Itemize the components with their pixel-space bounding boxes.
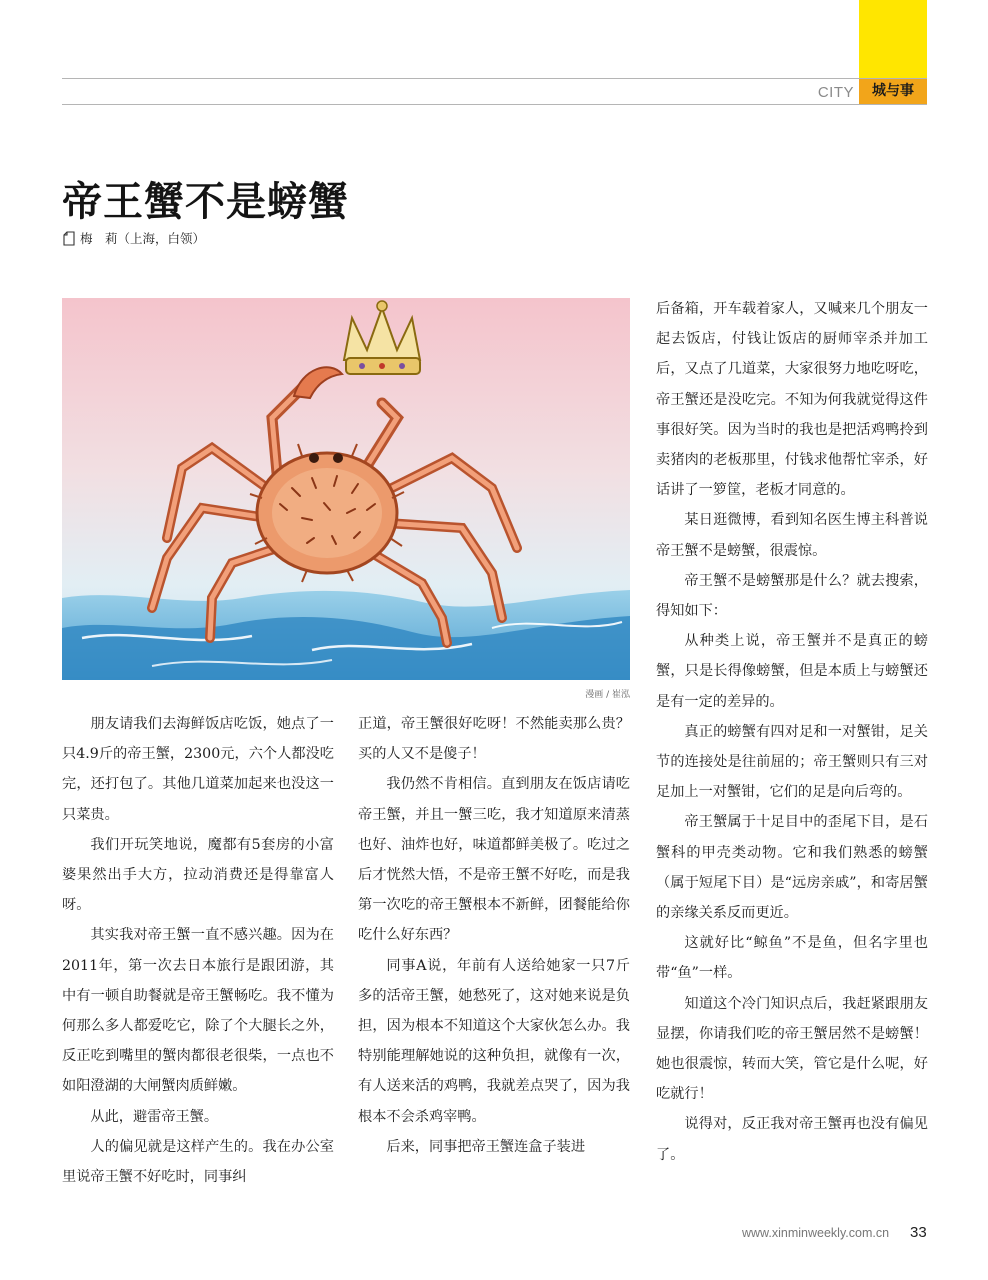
paragraph-continued: 正道，帝王蟹很好吃呀！不然能卖那么贵？买的人又不是傻子！ [358,716,630,763]
paragraph: 这就好比“鲸鱼”不是鱼，但名字里也带“鱼”一样。 [656,935,928,982]
paragraph: 知道这个冷门知识点后，我赶紧跟朋友显摆，你请我们吃的帝王蟹居然不是螃蟹！她也很震惊，转而大笑，管它是什么呢，好吃就行！ [656,995,928,1103]
paragraph: 真正的螃蟹有四对足和一对蟹钳，足关节的连接处是往前屈的；帝王蟹则只有三对足加上一对蟹钳，它们的足是向后弯的。 [656,723,928,801]
paragraph: 我仍然不肯相信。直到朋友在饭店请吃帝王蟹，并且一蟹三吃，我才知道原来清蒸也好、油炸也好，味道都鲜美极了。吃过之后才恍然大悟，不是帝王蟹不好吃，而是我第一次吃的帝王蟹根本不新鲜，团餐能给你吃什么好东西？ [358,776,630,944]
page-number: 33 [910,1224,927,1241]
paragraph: 帝王蟹属于十足目中的歪尾下目，是石蟹科的甲壳类动物。它和我们熟悉的螃蟹（属于短尾下目）是“远房亲戚”，和寄居蟹的亲缘关系反而更近。 [656,814,928,922]
section-label-en: CITY [817,84,854,101]
article-title: 帝王蟹不是螃蟹 [62,179,349,225]
paragraph: 其实我对帝王蟹一直不感兴趣。因为在2011年，第一次去日本旅行是跟团游，其中有一顿自助餐就是帝王蟹畅吃。我不懂为何那么多人都爱吃它，除了个大腿长之外，反正吃到嘴里的蟹肉都很老很柴，一点也不如阳澄湖的大闸蟹肉质鲜嫩。 [62,927,334,1095]
illustration-caption: 漫画 / 崔泓 [585,690,630,700]
crab-illustration [62,298,630,680]
paragraph: 从种类上说，帝王蟹并不是真正的螃蟹，只是长得像螃蟹，但是本质上与螃蟹还是有一定的差异的。 [656,633,928,710]
paragraph: 我们开玩笑地说，魔都有5套房的小富婆果然出手大方，拉动消费还是得靠富人呀。 [62,836,334,914]
paragraph: 从此，避雷帝王蟹。 [90,1108,219,1125]
pen-icon [62,231,76,246]
paragraph: 说得对，反正我对帝王蟹再也没有偏见了。 [656,1116,928,1163]
header-rule-bottom [62,104,927,105]
paragraph: 同事A说，年前有人送给她家一只7斤多的活帝王蟹，她愁死了，这对她来说是负担，因为根本不知道这个大家伙怎么办。我特别能理解她说的这种负担，就像有一次，有人送来活的鸡鸭，我就差点哭了，因为我根本不会杀鸡宰鸭。 [358,957,630,1125]
paragraph: 朋友请我们去海鲜饭店吃饭，她点了一只4.9斤的帝王蟹，2300元，六个人都没吃完，还打包了。其他几道菜加起来也没这一只菜贵。 [62,716,334,823]
article-column-1 [62,709,334,1192]
footer-website: www.xinminweekly.com.cn [742,1226,890,1240]
article-column-3 [656,294,928,1170]
paragraph-continued: 后备箱，开车载着家人，又喊来几个朋友一起去饭店，付钱让饭店的厨师宰杀并加工后，又点了几道菜，大家很努力地吃呀吃，帝王蟹还是没吃完。不知为何我就觉得这件事很好笑。因为当时的我也是把活鸡鸭拎到卖猪肉的老板那里，付钱求他帮忙宰杀，好话讲了一箩筐，老板才同意的。 [656,301,928,499]
paragraph: 帝王蟹不是螃蟹那是什么？就去搜索，得知如下： [656,572,928,620]
byline [62,228,205,248]
byline-text: 梅 莉（上海，白领） [80,231,206,246]
article-column-2 [358,709,630,1162]
yellow-corner-tab [859,0,927,78]
paragraph: 人的偏见就是这样产生的。我在办公室里说帝王蟹不好吃时，同事纠 [62,1138,334,1186]
paragraph: 某日逛微博，看到知名医生博主科普说帝王蟹不是螃蟹，很震惊。 [656,512,928,559]
section-label-cn: 城与事 [859,79,927,104]
header-rule-top [62,78,927,79]
paragraph: 后来，同事把帝王蟹连盒子装进 [386,1138,586,1155]
